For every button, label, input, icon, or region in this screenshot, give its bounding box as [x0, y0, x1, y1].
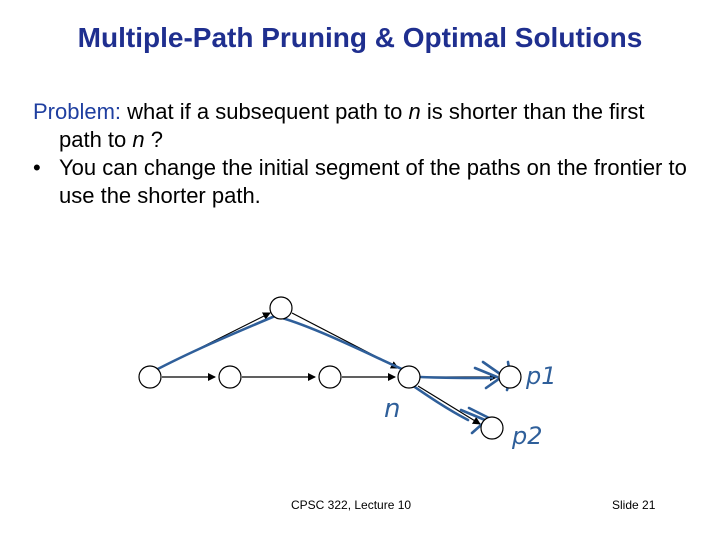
footer-slide-number: Slide 21 [612, 498, 656, 512]
node-start [139, 366, 161, 388]
problem-var-n-2: n [132, 127, 145, 152]
problem-var-n-1: n [408, 99, 421, 124]
problem-text-1: what if a subsequent path to [121, 99, 409, 124]
path-label-p1: p1 [526, 362, 557, 390]
node-p1 [499, 366, 521, 388]
slide-title: Multiple-Path Pruning & Optimal Solutions [77, 22, 643, 53]
node-p2 [481, 417, 503, 439]
problem-label: Problem: [33, 99, 122, 124]
bullet-text: You can change the initial segment of the paths on the frontier to use the shorter path. [59, 155, 687, 208]
ink-path-to-p2 [406, 381, 468, 420]
bullet-marker: • [33, 155, 41, 180]
node-b [219, 366, 241, 388]
node-n-label: n [384, 394, 401, 424]
ink-path-upper [152, 316, 404, 372]
node-n [398, 366, 420, 388]
node-c [319, 366, 341, 388]
problem-text-3: ? [144, 127, 163, 152]
problem-text-2: is shorter than the first path to [59, 99, 645, 152]
edge-n-p2 [418, 386, 480, 424]
footer-course: CPSC 322, Lecture 10 [291, 498, 412, 512]
path-label-p2: p2 [512, 422, 543, 450]
node-top [270, 297, 292, 319]
